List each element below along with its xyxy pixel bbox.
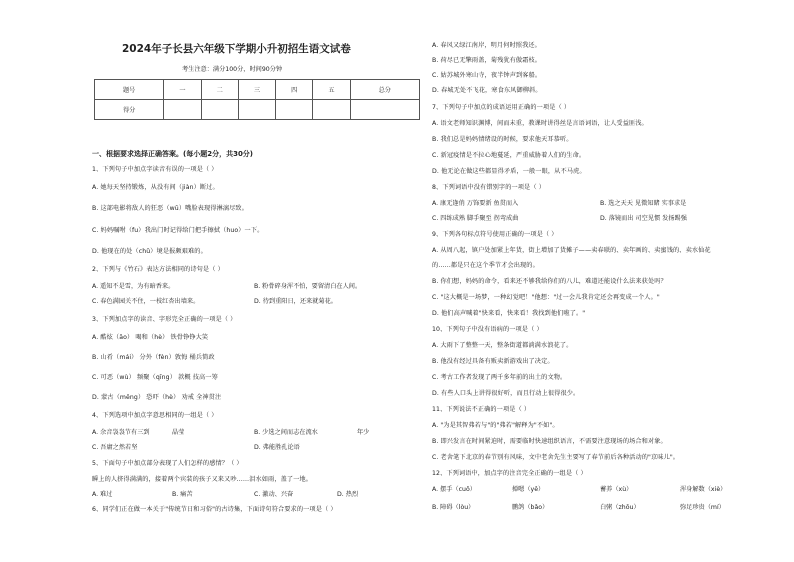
question-line: 1、下列句子中加点字读音有误的一项是（ ） xyxy=(92,166,218,173)
question-line: A. 从周八起，镇户处加紧上年货，街上增加了货摊子——卖春联的、卖年画的、卖蜜饯的、卖水仙花 xyxy=(432,247,711,254)
exam-title: 2024年子长县六年级下学期小升初招生语文试卷 xyxy=(122,43,351,55)
score-header-cell: 题号 xyxy=(95,80,164,100)
option-text: D. 弗能胜孔论语 xyxy=(254,444,300,451)
question-line: 5、下面句子中加点部分表现了人们怎样的感情？（ ） xyxy=(92,460,243,467)
score-row-label: 得分 xyxy=(95,100,164,120)
option-text: B. 痛苦 xyxy=(172,491,193,498)
score-header-cell: 四 xyxy=(276,80,313,100)
option-text: D. 落镜而出 司空见惯 发扬踢强 xyxy=(600,215,687,222)
option-text: 年少 xyxy=(357,429,370,436)
question-line: D. 有些人口头上讲得很好听，而且行动上很得很少。 xyxy=(432,390,580,397)
question-line: C. "这大概是一场梦，一种幻觉吧！"他想："过一会儿我肯定还会再变成一个人。" xyxy=(432,294,660,301)
score-header-cell: 总分 xyxy=(350,80,419,100)
question-line: A. 大雨下了整整一天，整条街道都淌满水浪花了。 xyxy=(432,342,573,349)
question-line: 2、下列与《竹石》表达方法相同的诗句是（ ） xyxy=(92,266,224,273)
question-line: 11、下列说法不正确的一项是（ ） xyxy=(432,406,531,413)
question-line: A. "为是其智弗若与"的"弗若"解释为"不如"。 xyxy=(432,422,559,429)
question-line: B. 你们想，妈妈的命令，看来还不够我给你们的八儿，难道还能设什么法来获处吗？ xyxy=(432,278,667,285)
question-line: 6、同学们正在做一本关于"传统节日和习俗"的古诗集，下面诗句符合要求的一项是（ ） xyxy=(92,506,337,513)
score-cell[interactable] xyxy=(238,100,275,120)
question-line: A. 语文老师知识渊博，间而未重，教课时讲得丝是言语词语，让人受益匪浅。 xyxy=(432,120,648,127)
option-text: C. 吾庸之然若坚 xyxy=(92,444,138,451)
score-table-row xyxy=(95,100,420,120)
question-line: 10、下列句子中没有语病的一项是（ ） xyxy=(432,326,543,333)
question-line: C. 可恶（wù） 频聚（qīng） 款概 技高一筹 xyxy=(92,374,218,381)
question-line: D. 他现在的处（chǔ）境是报颇艰难的。 xyxy=(92,248,207,255)
option-text: 弥足珍贵（mí） xyxy=(680,504,725,511)
score-table xyxy=(94,79,420,120)
question-line: B. 这部电影将敌人的狂恶（wū）嘴脸表现得淋漓尽致。 xyxy=(92,205,248,212)
option-text: 掸嗯（yě） xyxy=(512,486,545,493)
question-line: C. 老舍笔下北京的春节别有风味，文中老舍先生主要写了春节前后各种活动的"京味儿"。 xyxy=(432,454,680,461)
question-line: 瞬上的人挤得满满的，接着两个宾装的孩子又来又吵……泪水如雨，盖了一地。 xyxy=(92,476,313,483)
question-line: B. 山肴（mái） 分外（fèn）敦悔 桶兵简政 xyxy=(92,354,215,361)
option-text: B. 障碍（lòu） xyxy=(432,504,475,511)
section-heading: 一、根据要求选择正确答案。(每小题2分，共30分) xyxy=(92,150,254,158)
option-text: 晶莹 xyxy=(172,429,185,436)
question-line: C. 姑苏城外寒山寺，夜半钟声到客船。 xyxy=(432,72,542,79)
question-line: C. 妈妈嘱咐（fu）我出门时记得给门把手擦拭（huo）一下。 xyxy=(92,227,264,234)
question-line: B. 即兴发言在时间紧迫时，需要临时快速组织语言，不需要注意现场的场合和对象。 xyxy=(432,438,667,445)
question-line: 9、下列各句标点符号使用正确的一项是（ ） xyxy=(432,231,558,238)
option-text: 蓄养（xù） xyxy=(600,486,633,493)
option-text: B. 粉骨碎身浑不怕，要留清白在人间。 xyxy=(254,283,362,290)
question-line: D. 蒙古（měng） 恐吓（hè） 劝戒 全神贯注 xyxy=(92,394,222,401)
option-text: A. 康无逢俏 万饰要新 鱼贯而入 xyxy=(432,200,519,207)
option-text: C. 春色满园关不住，一枝红杏出墙来。 xyxy=(92,298,200,305)
option-text: B. 选之天天 见微知睹 实事求是 xyxy=(600,200,687,207)
option-text: B. 少选之间而志在流水 xyxy=(254,429,318,436)
question-line: 3、下列加点字的读音、字形完全正确的一项是（ ） xyxy=(92,316,237,323)
score-cell[interactable] xyxy=(164,100,201,120)
option-text: C. 四练成熟 脚手聚至 拐弯成曲 xyxy=(432,215,519,222)
option-text: A. 遥知不是雪，为有暗香来。 xyxy=(92,283,175,290)
score-header-cell: 三 xyxy=(238,80,275,100)
question-line: C. 考古工作者发现了两千多年前的出土的文物。 xyxy=(432,374,567,381)
question-line: C. 新冠疫情是不拉心地蔓延，严重威胁着人们的生命。 xyxy=(432,152,586,159)
score-header-cell: 二 xyxy=(201,80,238,100)
option-text: A. 摆手（cuō） xyxy=(432,486,476,493)
question-line: A. 春风又绿江南岸，明月何时照我还。 xyxy=(432,42,541,49)
question-line: B. 荷尽已无擎雨盖，菊残犹有傲霜枝。 xyxy=(432,57,542,64)
option-text: 鹏鸽（bǎo） xyxy=(512,504,549,511)
question-line: B. 我们总是妈妈情绪设的时候，要求他天耳恭听。 xyxy=(432,136,573,143)
option-text: A. 余音袅袅节有三到 xyxy=(92,429,150,436)
option-text: C. 激动、兴奋 xyxy=(254,491,294,498)
score-cell[interactable] xyxy=(350,100,419,120)
option-text: D. 待到重阳日，还来就菊花。 xyxy=(254,298,337,305)
question-line: D. 他们高声喊着"快来看，快来看！我找到他们啦了。" xyxy=(432,310,586,317)
score-cell[interactable] xyxy=(201,100,238,120)
question-line: B. 他没有经过具备有贩卖新游戏出了决定。 xyxy=(432,358,554,365)
question-line: 8、下列词语中没有错别字的一项是（ ） xyxy=(432,184,545,191)
score-header-cell: 五 xyxy=(313,80,350,100)
score-table-header-row xyxy=(95,80,420,100)
score-cell[interactable] xyxy=(313,100,350,120)
question-line: 12、下列词语中，加点字的注音完全正确的一组是（ ） xyxy=(432,470,587,477)
option-text: 浑身解数（xiè） xyxy=(680,486,727,493)
question-line: D. 他无论在做这些都显得矛盾，一般一眼，从不马虎。 xyxy=(432,168,586,175)
exam-notice: 考生注意：满分100分，时间90分钟 xyxy=(182,66,283,73)
question-line: A. 酷炫（āo） 喝和（hè） 铁骨铮铮大笑 xyxy=(92,334,209,341)
question-line: A. 她每天坚持锻炼，从没有间（jiàn）断过。 xyxy=(92,184,219,191)
option-text: D. 热烈 xyxy=(337,491,359,498)
question-line: D. 春城无处不飞花，寒食东风御柳斜。 xyxy=(432,87,542,94)
score-header-cell: 一 xyxy=(164,80,201,100)
question-line: 4、下列选项中加点字意思相同的一组是（ ） xyxy=(92,412,218,419)
option-text: 白粥（zhōu） xyxy=(600,504,640,511)
option-text: A. 难过 xyxy=(92,491,113,498)
question-line: 7、下列句子中加点的成语运用正确的一项是（ ） xyxy=(432,104,571,111)
score-cell[interactable] xyxy=(276,100,313,120)
question-line: 的……都是只在这个季节才会出现的。 xyxy=(432,262,539,269)
